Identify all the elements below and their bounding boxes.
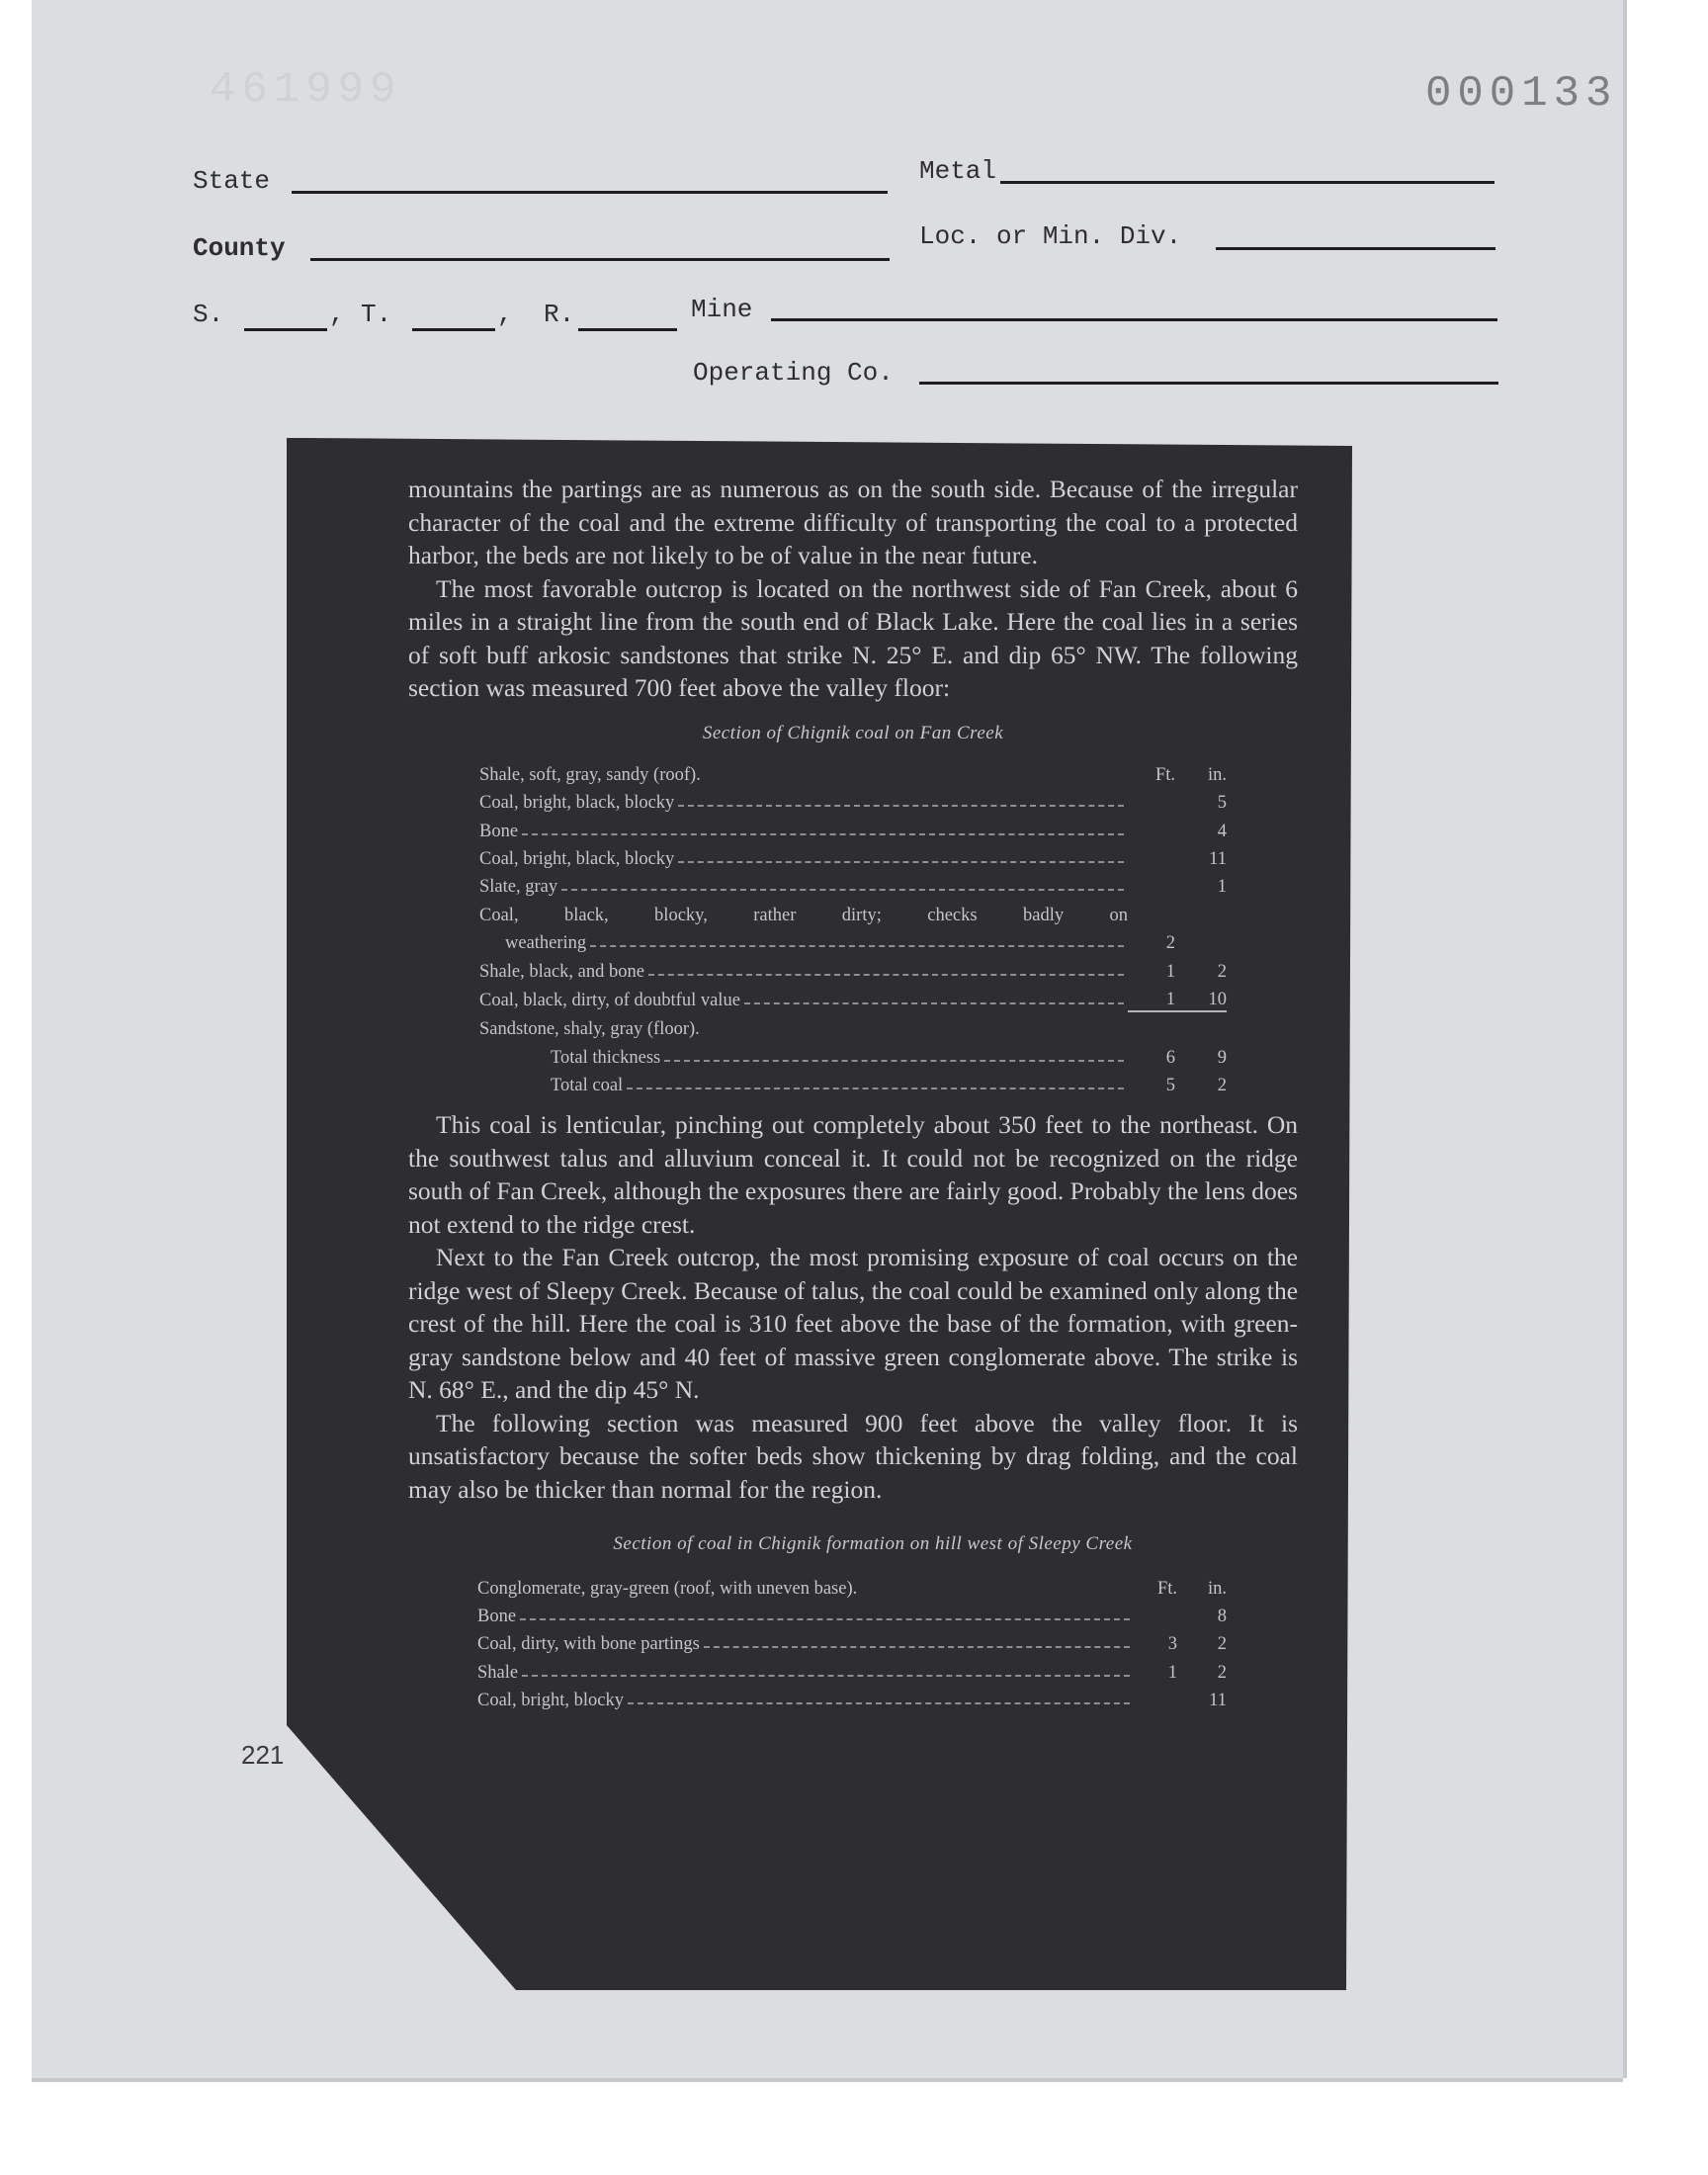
comma-1: , [329,300,345,329]
row-ft [1134,1684,1177,1711]
row-in [1175,898,1227,925]
row-in: 2 [1217,1634,1227,1655]
in-header: in. [1207,764,1227,785]
row-desc: Coal, bright, black, blocky [479,793,675,814]
table-header-row [479,758,1227,786]
paragraph-3: This coal is lenticular, pinching out completely about 350 feet to the northeast. On the southwest talus and alluvium conceal it. It could not be recognized on the ridge south of Fan Creek, although the exposures there are fairly good. Probably the lens does not extend to the ridge crest. [408,1110,1298,1239]
row-ft: 1 [1167,1662,1177,1683]
row-desc: Coal, bright, black, blocky [479,849,675,870]
loc-label: Loc. or Min. Div. [919,221,1182,251]
row-desc: Bone [477,1606,517,1626]
row-ft [1128,898,1175,925]
row-ft [1128,786,1175,814]
roof-desc: Conglomerate, gray-green (roof, with uneven base). [477,1578,858,1599]
row-ft [1134,1600,1177,1627]
table-row [479,842,1227,870]
row-desc: Coal, dirty, with bone partings [477,1634,700,1655]
row-ft [1128,814,1175,841]
row-ft: 2 [1165,933,1175,954]
row-desc: Shale, black, and bone [479,961,644,982]
metal-label: Metal [919,156,997,186]
roof-desc: Shale, soft, gray, sandy (roof). [479,764,701,785]
row-in [1175,926,1227,954]
table-row [479,926,1227,954]
table-row [477,1655,1227,1683]
state-label: State [193,166,271,196]
total-ft: 5 [1165,1076,1175,1096]
page-number: 221 [241,1740,285,1770]
township-field[interactable] [412,328,495,331]
total-desc: Total thickness [551,1047,661,1068]
row-desc: Shale [477,1662,519,1683]
row-in: 4 [1217,821,1227,841]
total-row [479,1069,1227,1096]
table-row [477,1600,1227,1627]
page-text [408,473,1298,1711]
table-header-row [477,1571,1227,1599]
ft-header: Ft. [1156,1578,1177,1599]
in-header: in. [1207,1578,1227,1599]
paragraph-4: Next to the Fan Creek outcrop, the most promising exposure of coal occurs on the ridge west of Sleepy Creek. Because of talus, the coal could be examined only along the crest of the hill. Here the coal is 310 feet above the base of the formation, with green-gray sandstone below and 40 feet of massive green conglomerate above. The strike is N. 68° E., and the dip 45° N. [408,1243,1299,1405]
document-number: 000133 [1425,69,1618,119]
paragraph-2: The most favorable outcrop is located on the northwest side of Fan Creek, about 6 miles in a straight line from the south end of Black Lake. Here the coal lies in a series of soft buff arkosic sandstones that strike N. 25° E. and dip 65° NW. The following section was measured 700 feet above the valley floor: [408,573,1298,702]
row-in: 2 [1217,961,1227,982]
ft-header: Ft. [1154,764,1175,785]
row-desc: Slate, gray [479,877,558,898]
total-ft: 6 [1165,1047,1175,1068]
faint-stamp-number: 461999 [210,65,402,115]
section-field[interactable] [244,328,327,331]
state-field[interactable] [292,191,888,194]
table-row [479,786,1227,814]
range-label: R. [544,300,575,329]
section-2-title: Section of coal in Chignik formation on hill west of Sleepy Creek [613,1533,1133,1555]
table-row [479,814,1227,841]
row-in: 11 [1209,849,1227,870]
operating-co-field[interactable] [919,382,1498,385]
paragraph-1: mountains the partings are as numerous as on the south side. Because of the irregular character of the coal and the extreme difficulty of transporting the coal to a protected harbor, the beds are not likely to be of value in the near future. [408,475,1298,569]
row-in: 2 [1217,1662,1227,1683]
row-in: 8 [1217,1606,1227,1626]
row-in: 1 [1217,877,1227,898]
table-row [479,1011,1227,1040]
comma-2: , [497,300,513,329]
row-desc: Coal, black, blocky, rather dirty; checks badly on [479,905,1128,925]
row-ft [1128,870,1175,898]
table-row [479,870,1227,898]
table-row [479,983,1227,1011]
total-desc: Total coal [551,1076,624,1096]
row-desc: Bone [479,821,519,841]
row-ft: 1 [1165,961,1175,982]
table-row [479,898,1227,925]
table-row [477,1627,1227,1655]
section-label: S. [193,300,224,329]
row-desc: Coal, black, dirty, of doubtful value [479,991,740,1011]
county-label: County [193,233,286,263]
operating-co-label: Operating Co. [693,358,894,388]
row-in: 5 [1217,793,1227,814]
mine-field[interactable] [771,318,1497,321]
range-field[interactable] [578,328,677,331]
section-1-title: Section of Chignik coal on Fan Creek [702,722,1004,743]
loc-field[interactable] [1216,247,1495,250]
total-in: 9 [1217,1047,1227,1068]
floor-desc: Sandstone, shaly, gray (floor). [479,1019,700,1040]
paragraph-5: The following section was measured 900 feet above the valley floor. It is unsatisfactory because the softer beds show thickening by drag folding, and the coal may also be thicker than normal for the region. [408,1408,1298,1504]
section-1-table [479,758,1227,1097]
row-in: 11 [1209,1691,1227,1711]
total-in: 2 [1217,1076,1227,1096]
mine-label: Mine [691,295,753,324]
row-ft: 1 [1165,990,1175,1010]
township-label: T. [361,300,392,329]
table-row [477,1684,1227,1711]
section-2-table [477,1571,1227,1711]
row-ft [1128,842,1175,870]
row-desc: Coal, bright, blocky [477,1691,624,1711]
table-row [479,954,1227,982]
row-in: 10 [1208,990,1227,1010]
row-ft: 3 [1167,1634,1177,1655]
county-field[interactable] [310,258,890,261]
metal-field[interactable] [1000,181,1494,184]
total-row [479,1040,1227,1068]
row-desc: weathering [505,933,587,954]
